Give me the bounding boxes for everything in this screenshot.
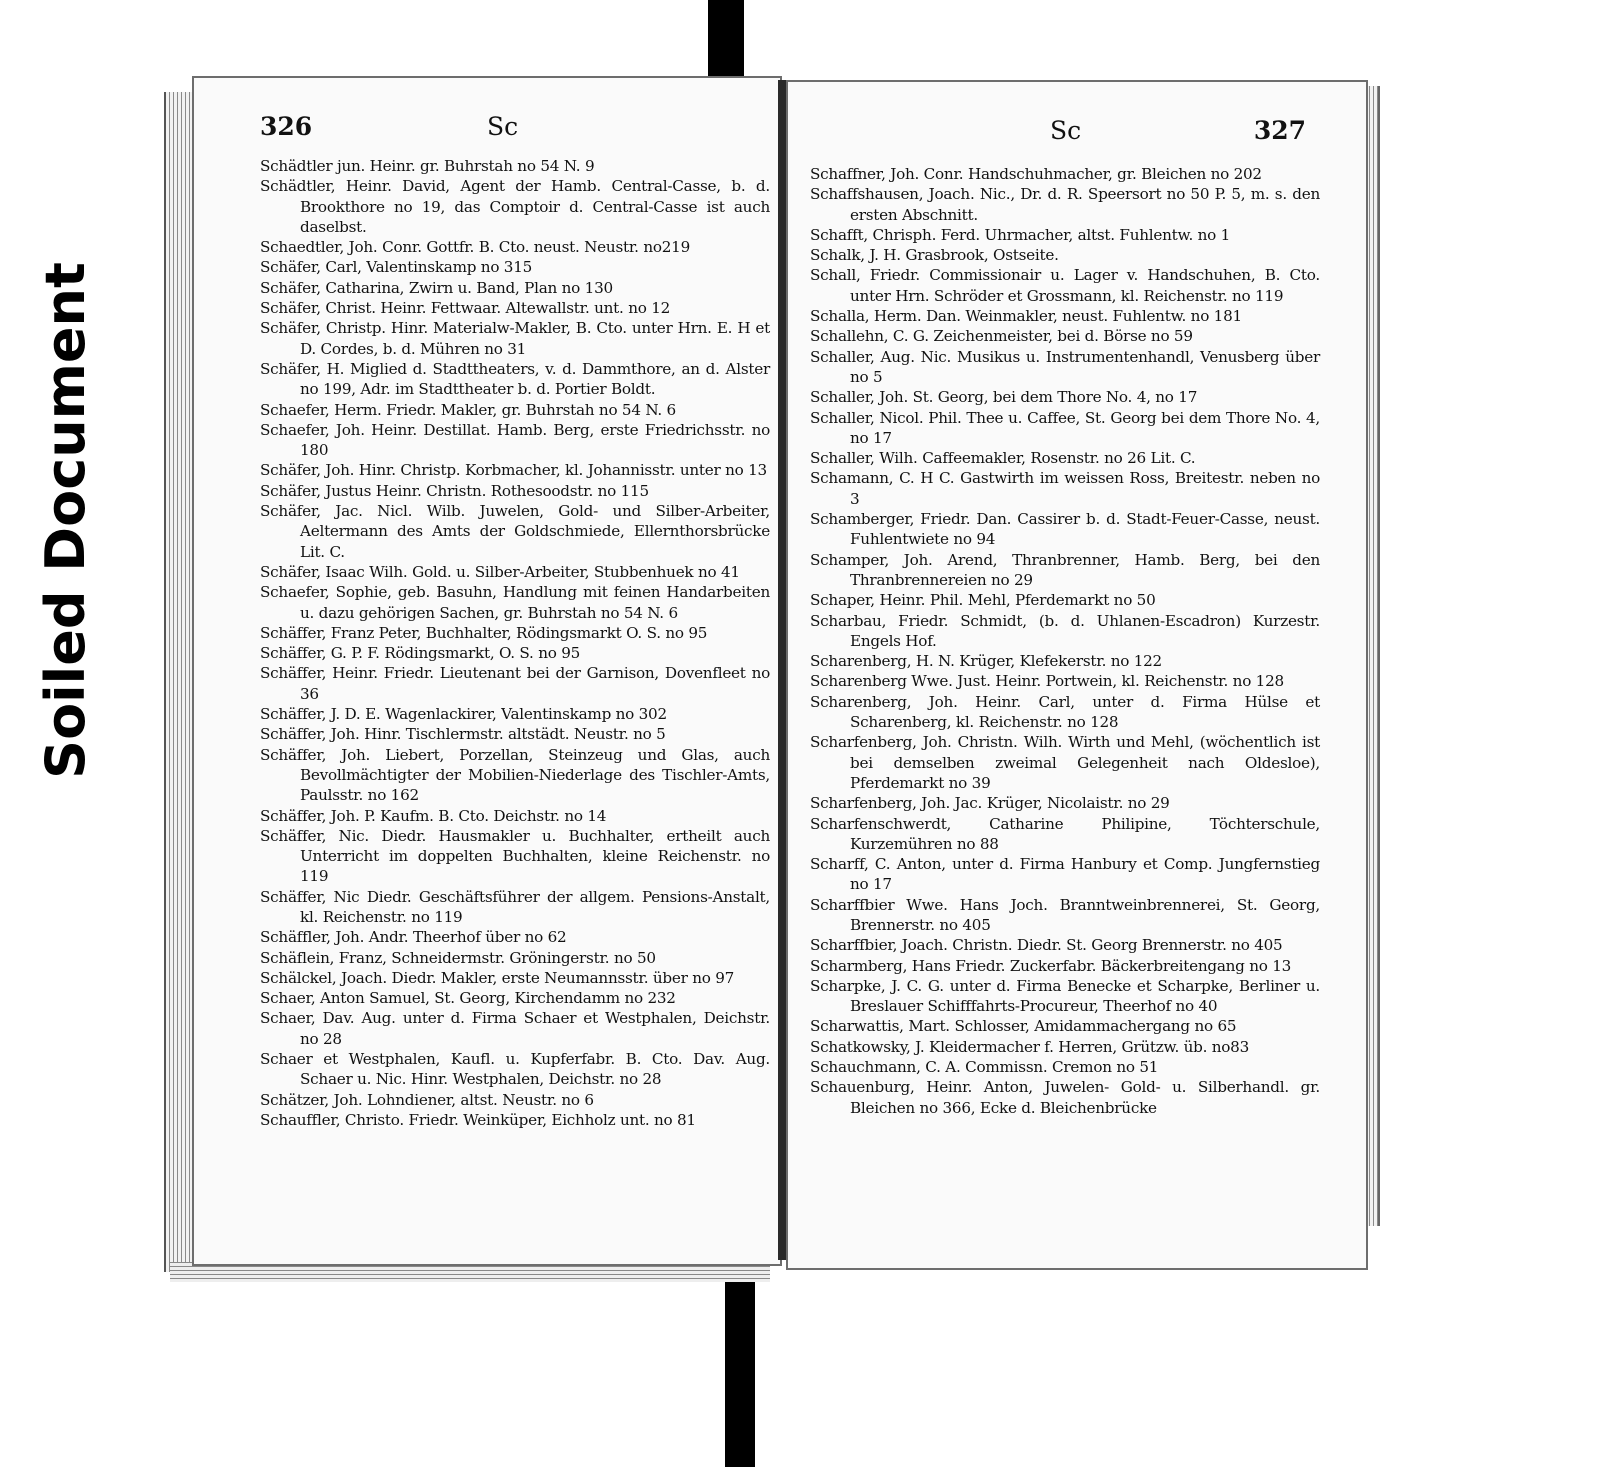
directory-entry: Schaer, Dav. Aug. unter d. Firma Schaer et Westphalen, Deichstr. no 28	[260, 1009, 770, 1048]
directory-entry: Schaefer, Herm. Friedr. Makler, gr. Buhrstah no 54 N. 6	[260, 400, 676, 419]
directory-entry: Schäffer, Joh. Liebert, Porzellan, Steinzeug und Glas, auch Bevollmächtigter der Mobilien-Niederlage des Tischler-Amts, Paulsstr. no 162	[260, 745, 770, 805]
directory-entry: Schäfer, H. Miglied d. Stadttheaters, v. d. Dammthore, an d. Alster no 199, Adr. im Stadttheater b. d. Portier Boldt.	[260, 359, 770, 399]
directory-entry: Schäfer, Joh. Hinr. Christp. Korbmacher, kl. Johannisstr. unter no 13	[260, 461, 767, 480]
directory-entry: Scharbau, Friedr. Schmidt, (b. d. Uhlanen-Escadron) Kurzestr. Engels Hof.	[810, 611, 1320, 650]
directory-entry: Schauchmann, C. A. Commissn. Cremon no 51	[810, 1058, 1159, 1077]
left-page-number: 326	[260, 112, 313, 141]
directory-entry: Schauffler, Christo. Friedr. Weinküper, Eichholz unt. no 81	[260, 1110, 696, 1129]
directory-entry: Schallehn, C. G. Zeichenmeister, bei d. Börse no 59	[810, 327, 1193, 346]
directory-entry: Schäflein, Franz, Schneidermstr. Gröningerstr. no 50	[260, 948, 656, 967]
directory-entry: Schaller, Aug. Nic. Musikus u. Instrumentenhandl, Venusberg über no 5	[810, 347, 1320, 386]
directory-entry: Schäfer, Catharina, Zwirn u. Band, Plan no 130	[260, 278, 613, 297]
binder-mark	[740, 20, 756, 44]
binder-clip-bottom	[725, 1262, 755, 1467]
directory-entry: Schaller, Joh. St. Georg, bei dem Thore No. 4, no 17	[810, 388, 1198, 407]
left-entry-list	[260, 156, 770, 1130]
directory-entry: Schaffner, Joh. Conr. Handschuhmacher, gr. Bleichen no 202	[810, 165, 1262, 183]
directory-entry: Schäffer, Joh. Hinr. Tischlermstr. altstädt. Neustr. no 5	[260, 725, 666, 744]
directory-entry: Scharff, C. Anton, unter d. Firma Hanbury et Comp. Jungfernstieg no 17	[810, 855, 1320, 894]
directory-entry: Schädtler, Heinr. David, Agent der Hamb. Central-Casse, b. d. Brookthore no 19, das Comptoir d. Central-Casse ist auch daselbst.	[260, 177, 770, 236]
directory-entry: Schäffer, J. D. E. Wagenlackirer, Valentinskamp no 302	[260, 705, 667, 724]
directory-entry: Schatkowsky, J. Kleidermacher f. Herren, Grützw. üb. no83	[810, 1037, 1250, 1056]
directory-entry: Schäfer, Christp. Hinr. Materialw-Makler, B. Cto. unter Hrn. E. H et D. Cordes, b. d. Mühren no 31	[260, 319, 770, 358]
directory-entry: Scharffbier, Joach. Christn. Diedr. St. Georg Brennerstr. no 405	[810, 936, 1283, 955]
directory-entry: Schaedtler, Joh. Conr. Gottfr. B. Cto. neust. Neustr. no219	[260, 238, 690, 257]
left-page	[192, 76, 782, 1266]
directory-entry: Scharmberg, Hans Friedr. Zuckerfabr. Bäckerbreitengang no 13	[810, 956, 1292, 975]
soiled-document-stamp	[10, 260, 120, 780]
directory-entry: Schamberger, Friedr. Dan. Cassirer b. d. Stadt-Feuer-Casse, neust. Fuhlentwiete no 94	[810, 510, 1320, 549]
right-page	[786, 80, 1368, 1270]
directory-entry: Schalla, Herm. Dan. Weinmakler, neust. Fuhlentw. no 181	[810, 307, 1242, 326]
directory-entry: Schaefer, Joh. Heinr. Destillat. Hamb. Berg, erste Friedrichsstr. no 180	[260, 420, 770, 460]
directory-entry: Schäfer, Isaac Wilh. Gold. u. Silber-Arbeiter, Stubbenhuek no 41	[260, 562, 740, 581]
directory-entry: Scharenberg, Joh. Heinr. Carl, unter d. Firma Hülse et Scharenberg, kl. Reichenstr. no 128	[810, 692, 1320, 732]
directory-entry: Schälckel, Joach. Diedr. Makler, erste Neumannsstr. über no 97	[260, 968, 735, 987]
right-page-header	[788, 116, 1366, 166]
directory-entry: Schäffer, Nic Diedr. Geschäftsführer der allgem. Pensions-Anstalt, kl. Reichenstr. no 119	[260, 887, 770, 926]
directory-entry: Scharfenschwerdt, Catharine Philipine, Töchterschule, Kurzemühren no 88	[810, 814, 1320, 853]
right-entry-list	[810, 164, 1320, 1118]
directory-entry: Scharfenberg, Joh. Jac. Krüger, Nicolaistr. no 29	[810, 794, 1170, 813]
directory-entry: Schäffer, Nic. Diedr. Hausmakler u. Buchhalter, ertheilt auch Unterricht im doppelten Buchhalten, kleine Reichenstr. no 119	[260, 826, 770, 886]
directory-entry: Scharfenberg, Joh. Christn. Wilh. Wirth und Mehl, (wöchentlich ist bei demselben zweimal Gelegenheit nach Oldesloe), Pferdemarkt no 39	[810, 733, 1320, 792]
right-page-number: 327	[1253, 116, 1306, 145]
directory-entry: Scharffbier Wwe. Hans Joch. Branntweinbrennerei, St. Georg, Brennerstr. no 405	[810, 895, 1320, 934]
directory-entry: Schaefer, Sophie, geb. Basuhn, Handlung mit feinen Handarbeiten u. dazu gehörigen Sachen, gr. Buhrstah no 54 N. 6	[260, 583, 770, 622]
directory-entry: Schaer et Westphalen, Kaufl. u. Kupferfabr. B. Cto. Dav. Aug. Schaer u. Nic. Hinr. Westphalen, Deichstr. no 28	[260, 1050, 770, 1089]
directory-entry: Schäfer, Christ. Heinr. Fettwaar. Altewallstr. unt. no 12	[260, 299, 671, 318]
directory-entry: Schäffler, Joh. Andr. Theerhof über no 62	[260, 928, 567, 947]
directory-entry: Schaffshausen, Joach. Nic., Dr. d. R. Speersort no 50 P. 5, m. s. den ersten Abschnitt.	[810, 185, 1320, 224]
directory-entry: Scharwattis, Mart. Schlosser, Amidammachergang no 65	[810, 1017, 1237, 1036]
directory-entry: Schall, Friedr. Commissionair u. Lager v. Handschuhen, B. Cto. unter Hrn. Schröder et Grossmann, kl. Reichenstr. no 119	[810, 266, 1320, 305]
directory-entry: Scharenberg, H. N. Krüger, Klefekerstr. no 122	[810, 652, 1162, 671]
directory-entry: Scharpke, J. C. G. unter d. Firma Benecke et Scharpke, Berliner u. Breslauer Schifffahrts-Procureur, Theerhof no 40	[810, 976, 1320, 1016]
directory-entry: Scharenberg Wwe. Just. Heinr. Portwein, kl. Reichenstr. no 128	[810, 672, 1284, 691]
directory-entry: Schäfer, Justus Heinr. Christn. Rothesoodstr. no 115	[260, 481, 649, 500]
left-section-heading: Sc	[487, 112, 519, 141]
stamp-text: Soiled Document	[33, 261, 97, 779]
directory-entry: Schäfer, Jac. Nicl. Wilb. Juwelen, Gold- und Silber-Arbeiter, Aeltermann des Amts der Goldschmiede, Ellernthorsbrücke Lit. C.	[260, 502, 770, 561]
directory-entry: Schauenburg, Heinr. Anton, Juwelen- Gold- u. Silberhandl. gr. Bleichen no 366, Ecke d. Bleichenbrücke	[810, 1078, 1320, 1117]
directory-entry: Schafft, Chrisph. Ferd. Uhrmacher, altst. Fuhlentw. no 1	[810, 225, 1231, 244]
directory-entry: Schalk, J. H. Grasbrook, Ostseite.	[810, 246, 1059, 265]
directory-entry: Schädtler jun. Heinr. gr. Buhrstah no 54 N. 9	[260, 157, 595, 175]
directory-entry: Schaper, Heinr. Phil. Mehl, Pferdemarkt no 50	[810, 591, 1156, 610]
directory-entry: Schäffer, Heinr. Friedr. Lieutenant bei der Garnison, Dovenfleet no 36	[260, 664, 770, 703]
directory-entry: Schaller, Wilh. Caffeemakler, Rosenstr. no 26 Lit. C.	[810, 449, 1196, 468]
directory-entry: Schamper, Joh. Arend, Thranbrenner, Hamb. Berg, bei den Thranbrennereien no 29	[810, 550, 1320, 589]
directory-entry: Schamann, C. H C. Gastwirth im weissen Ross, Breitestr. neben no 3	[810, 469, 1320, 508]
directory-entry: Schäffer, Joh. P. Kaufm. B. Cto. Deichstr. no 14	[260, 806, 607, 825]
directory-entry: Schätzer, Joh. Lohndiener, altst. Neustr. no 6	[260, 1090, 594, 1109]
directory-entry: Schäffer, Franz Peter, Buchhalter, Rödingsmarkt O. S. no 95	[260, 623, 708, 642]
right-section-heading: Sc	[1050, 116, 1082, 145]
binder-clip-top	[708, 0, 744, 82]
directory-entry: Schäffer, G. P. F. Rödingsmarkt, O. S. no 95	[260, 644, 581, 663]
left-page-header	[194, 112, 780, 162]
directory-entry: Schaer, Anton Samuel, St. Georg, Kirchendamm no 232	[260, 989, 676, 1008]
directory-entry: Schaller, Nicol. Phil. Thee u. Caffee, St. Georg bei dem Thore No. 4, no 17	[810, 408, 1320, 447]
directory-entry: Schäfer, Carl, Valentinskamp no 315	[260, 258, 533, 277]
